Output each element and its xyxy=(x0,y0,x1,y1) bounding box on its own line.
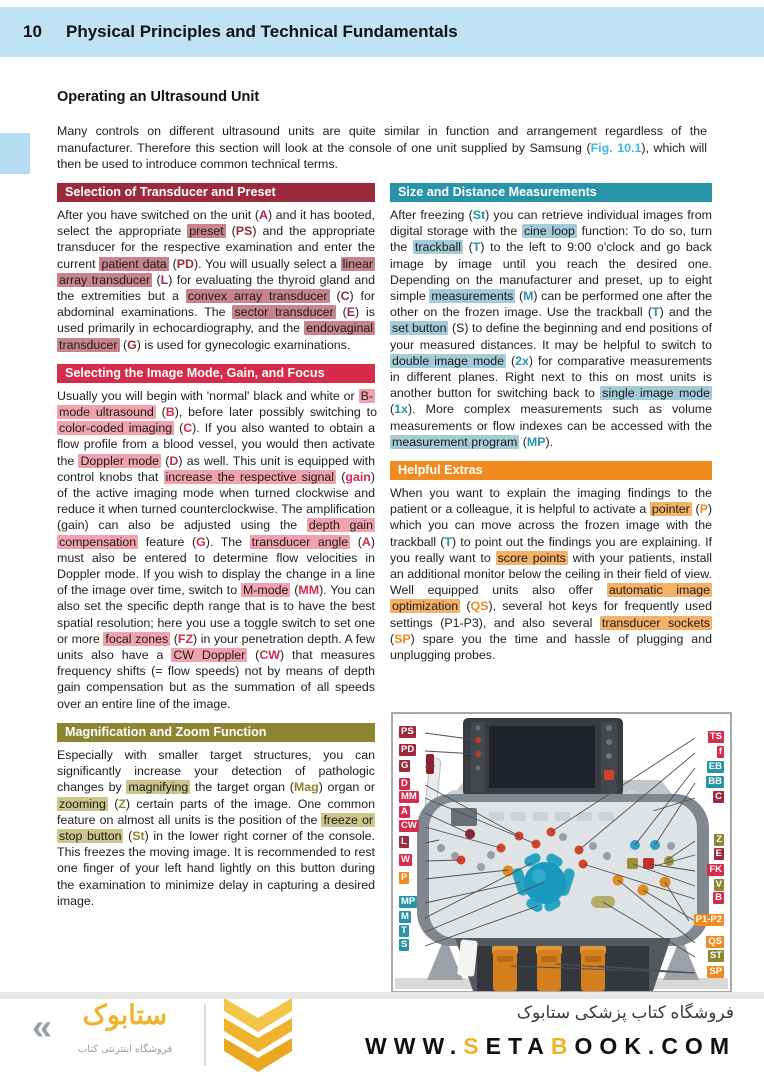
figure-label-PS: PS xyxy=(401,726,414,737)
figure-label-MM: MM xyxy=(401,791,417,802)
text-segment-h: score points xyxy=(497,550,566,565)
section-body: When you want to explain the imaging findings to the patient or a colleague, it is helpful to activate a pointer (P) which you can move across the frozen image with the trackball (T) to point out the findings you are explaining. If you really want to score points with your patients, install an additional monitor below the ceiling in their field of view. Well equipped units also offer automatic image optimization (QS), several hot keys for frequently used settings (P1-P3), and also several transducer sockets (SP) spare you the time and hassle of plugging and unplugging probes. xyxy=(390,486,713,663)
logo-guillemet-mark: « xyxy=(32,1006,53,1047)
setabook-logo xyxy=(32,998,302,1076)
figure-label-ST: ST xyxy=(709,950,722,961)
figure-10-1 xyxy=(391,712,732,993)
text-segment-c: M xyxy=(523,289,534,304)
text-segment-c: T xyxy=(472,240,481,255)
section-body: After you have switched on the unit (A) and it has booted, select the appropriate preset (PS) and the appropriate transducer for the respective examination and enter the current patient data (PD). You will usually select a linear array transducer (L) for evaluating the thyroid gland and the extremities but a convex array transducer (C) for abdominal examinations. The sector transducer (E) is used primarily in echocardiography, and the endovaginal transducer (G) is used for gynecologic examinations. xyxy=(57,208,375,352)
section xyxy=(390,183,712,450)
section-header: Magnification and Zoom Function xyxy=(57,723,375,742)
text-segment-h: preset xyxy=(189,224,224,239)
text-segment-c: A xyxy=(259,208,268,222)
text-segment-c: G xyxy=(127,337,137,352)
figure-label-W: W xyxy=(401,854,410,865)
text-segment-c: MP xyxy=(526,434,546,449)
page-number: 10 xyxy=(23,22,42,41)
text-segment-c: SP xyxy=(394,631,411,646)
figure-label-EB: EB xyxy=(708,761,722,772)
text-segment-c: PD xyxy=(176,256,194,271)
text-segment-c: Mag xyxy=(293,780,319,795)
text-segment-h: patient data xyxy=(101,256,167,271)
figure-label-D: D xyxy=(401,778,408,789)
figure-label-E: E xyxy=(715,848,722,859)
text-segment-h: focal zones xyxy=(105,631,169,646)
text-segment-fig: Fig. 10.1 xyxy=(590,140,642,155)
figure-label-PD: PD xyxy=(401,744,415,755)
text-segment-h: transducer angle xyxy=(251,534,349,549)
text-segment-h: increase the respective signal xyxy=(165,469,335,484)
section-body: Usually you will begin with 'normal' black and white or B-mode ultrasound (B), before later possibly switching to color-coded imaging (C). If you also wanted to obtain a flow profile from a blood vessel, you would then activate the Doppler mode (D) as well. This unit is equipped with control knobs that increase the respective signal (gain) of the active imaging mode when turned clockwise and reduce it when turned counterclockwise. The amplification (gain) can also be adjusted using the depth gain compensation feature (G). The transducer angle (A) must also be entered to determine flow velocities in Doppler mode. If you wish to display the change in a line of the image over time, switch to M-mode (MM). You can also set the specific depth range that is to have the best spatial resolution; here you use a toggle switch to set one or more focal zones (FZ) in your penetration depth. A few units also have a CW Doppler (CW) that measures frequency shifts (= flow speeds) not by means of depth gain compensation but as the summation of all speeds over an entire line of the image. xyxy=(57,388,377,711)
figure-label-FK: FK xyxy=(709,864,722,875)
intro-paragraph: Many controls on different ultrasound units are quite similar in function and arrangement regardless of the manufacturer. Therefore this section will look at the console of one unit supplied by Samsung (Fig. 10.1), which will then be used to introduce common technical terms. xyxy=(57,124,707,172)
section xyxy=(57,183,375,353)
text-segment-c: B xyxy=(165,405,175,420)
figure-label-T: T xyxy=(401,925,407,936)
text-segment-c: 2x xyxy=(515,353,529,368)
left-column xyxy=(57,183,375,920)
figure-label-QS: QS xyxy=(708,936,722,947)
figure-label-M: M xyxy=(401,911,409,922)
text-segment-h: transducer sockets xyxy=(601,615,710,630)
text-segment-ct: T xyxy=(444,534,453,549)
figure-label-MP: MP xyxy=(401,896,416,907)
text-segment-h: convex array transducer xyxy=(187,289,328,304)
figure-label-V: V xyxy=(715,879,722,890)
text-segment-c: C xyxy=(183,421,193,436)
website-url: WWW.SETABOOK.COM xyxy=(365,1033,736,1059)
trackball xyxy=(524,862,566,904)
figure-label-Z: Z xyxy=(716,834,722,845)
text-segment-c: 1x xyxy=(394,402,408,417)
section-body: Especially with smaller target structures, you can significantly increase your detection of pathologic changes by magnifying the target organ (Mag) organ or zooming (Z) certain parts of the image. One common feature on almost all units is the position of the freeze or stop button (St) in the lower right corner of the console. This freezes the moving image. It is recommended to rest one finger of your left hand lightly on this button during the examination to minimize delay in capturing a desired image. xyxy=(57,747,376,908)
text-segment-c: G xyxy=(196,534,206,549)
text-segment-c: T xyxy=(651,305,660,320)
section-body: After freezing (St) you can retrieve individual images from digital storage with the cine loop function: To do so, turn the trackball (T) to the left to 9:00 o'clock and go back image by image until you reach the desired one. Depending on the manufacturer and preset, up to eight simple measurements (M) can be performed one after the other on the frozen image. Use the trackball (T) and the set button (S) to define the beginning and end positions of your measured distances. It may be helpful to switch to double image mode (2x) for comparative measurements in different planes. Right next to this on most units is another button for switching back to single image mode (1x). More complex measurements such as volume measurements or flow indexes can be accessed with the measurement program (MP). xyxy=(390,208,713,449)
text-segment-c: FZ xyxy=(177,631,194,646)
logo-tagline: فروشگاه اینترنتی کتاب xyxy=(77,1044,173,1055)
section xyxy=(57,723,375,909)
section xyxy=(390,461,712,663)
chapter-edge-tab xyxy=(0,133,30,174)
text-segment-h: double image mode xyxy=(392,353,504,368)
text-segment-h: pointer xyxy=(651,502,690,517)
text-segment-h: CW Doppler xyxy=(173,648,246,663)
text-segment-h: Doppler mode xyxy=(80,453,160,468)
logo-name: ستابوک xyxy=(82,1000,168,1030)
text-segment-c: C xyxy=(340,289,350,304)
figure-label-A: A xyxy=(401,806,408,817)
text-segment-c: CW xyxy=(259,648,280,663)
chapter-header-band xyxy=(0,7,764,57)
text-segment-c: St xyxy=(132,828,145,843)
figure-label-G: G xyxy=(401,760,409,771)
text-segment-h: cine loop xyxy=(523,224,575,239)
text-segment-h: freeze or stop button xyxy=(59,812,373,843)
figure-label-B: B xyxy=(715,892,722,903)
figure-label-C: C xyxy=(715,791,722,802)
text-segment-h: sector transducer xyxy=(234,305,334,320)
text-segment-c: A xyxy=(361,534,371,549)
logo-divider xyxy=(204,1004,206,1066)
text-segment-h: B-mode ultrasound xyxy=(59,388,373,420)
monitor-screen xyxy=(489,726,595,788)
text-segment-h: linear array transducer xyxy=(59,256,373,287)
text-segment-h: single image mode xyxy=(602,386,710,401)
text-segment-y: S xyxy=(463,1033,486,1059)
section-header: Size and Distance Measurements xyxy=(390,183,712,202)
figure-label-BB: BB xyxy=(708,776,722,787)
figure-label-S: S xyxy=(401,939,408,950)
text-segment-c: D xyxy=(169,453,179,468)
text-segment-h: measurements xyxy=(431,289,514,304)
probe-g xyxy=(426,754,434,774)
article-title: Operating an Ultrasound Unit xyxy=(57,89,260,105)
text-segment-c: St xyxy=(472,208,486,222)
figure-label-L: L xyxy=(401,836,407,847)
ultrasound-console-illustration xyxy=(393,714,730,991)
text-segment-h: color-coded imaging xyxy=(59,421,173,436)
text-segment-h: endovaginal transducer xyxy=(59,321,373,352)
text-segment-h: measurement program xyxy=(392,434,518,449)
section-header: Helpful Extras xyxy=(390,461,712,480)
text-segment-c: MM xyxy=(298,583,320,598)
text-segment-c: gain xyxy=(345,469,371,484)
section xyxy=(57,364,375,712)
figure-label-P1-P2: P1-P2 xyxy=(695,914,722,925)
store-name-persian: فروشگاه کتاب پزشکی ستابوک xyxy=(516,1003,734,1022)
text-segment-c: PS xyxy=(235,224,253,239)
right-column xyxy=(390,183,712,674)
text-segment-c: P xyxy=(699,502,708,517)
section-header: Selection of Transducer and Preset xyxy=(57,183,375,202)
text-segment-y: B xyxy=(550,1033,575,1059)
figure-label-f: f xyxy=(718,746,722,757)
text-segment-h: automatic image optimization xyxy=(392,583,710,614)
text-segment-c: QS xyxy=(470,599,489,614)
figure-label-CW: CW xyxy=(401,820,417,831)
text-segment-c: L xyxy=(160,272,169,287)
figure-label-TS: TS xyxy=(709,731,722,742)
text-segment-h: M-mode xyxy=(242,583,289,598)
chevron-emblem-icon xyxy=(218,998,298,1076)
text-segment-c: Z xyxy=(118,796,126,811)
text-segment-c: E xyxy=(346,305,355,320)
figure-label-SP: SP xyxy=(709,966,722,977)
section-header: Selecting the Image Mode, Gain, and Focus xyxy=(57,364,375,383)
text-segment-h: magnifying xyxy=(128,780,189,795)
chapter-title: Physical Principles and Technical Fundamentals xyxy=(66,22,458,41)
text-segment-h: trackball xyxy=(414,240,462,255)
figure-label-P: P xyxy=(401,872,408,883)
text-segment-h: depth gain compensation xyxy=(59,518,373,549)
text-segment-h: set button xyxy=(392,321,447,336)
text-segment-h: zooming xyxy=(59,796,106,811)
